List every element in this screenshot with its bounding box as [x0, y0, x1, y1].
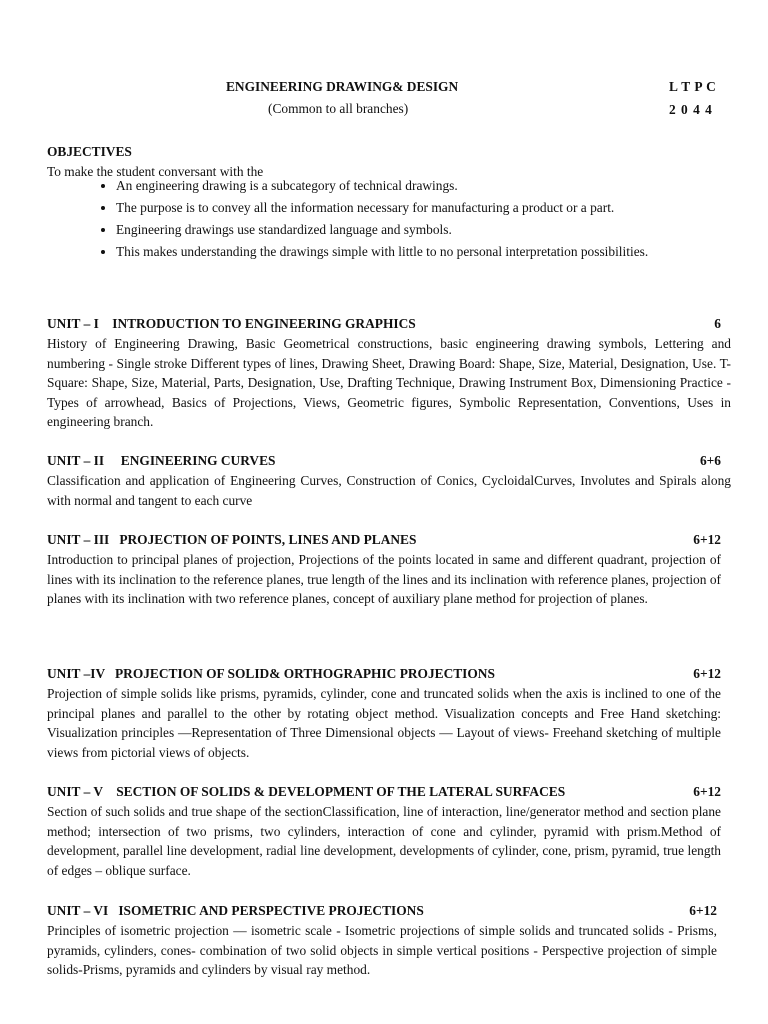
- unit-number: UNIT – V: [47, 784, 117, 799]
- unit-number: UNIT –IV: [47, 666, 115, 681]
- unit-hours: 6+12: [689, 903, 717, 918]
- objectives-list: [90, 176, 756, 264]
- ltpc-values: 2 0 4 4: [669, 102, 713, 117]
- objective-item: • This makes understanding the drawings simple with little to no personal interpretation possibilities.: [116, 242, 756, 262]
- unit-body: Section of such solids and true shape of the sectionClassification, line of interaction, line/generator method and section plane method; intersection of two prisms, two cylinders, interaction of cone and cylinder, pyramid with prism.Method of development, parallel line development, radial line development, developments of cylinder, cone, prism, pyramid, true length of edges – oblique surface.: [47, 804, 721, 878]
- ltpc-label: L T P C: [669, 79, 717, 94]
- unit-title: INTRODUCTION TO ENGINEERING GRAPHICS: [112, 316, 416, 331]
- unit-title: PROJECTION OF POINTS, LINES AND PLANES: [119, 532, 417, 547]
- objectives-heading: OBJECTIVES: [47, 144, 132, 159]
- unit-section: [47, 451, 731, 510]
- objective-item: • Engineering drawings use standardized language and symbols.: [116, 220, 756, 240]
- unit-title: ISOMETRIC AND PERSPECTIVE PROJECTIONS: [118, 903, 424, 918]
- unit-number: UNIT – II: [47, 453, 121, 468]
- objective-item: • An engineering drawing is a subcategory of technical drawings.: [116, 176, 756, 196]
- unit-header: [47, 451, 731, 471]
- unit-title: SECTION OF SOLIDS & DEVELOPMENT OF THE LATERAL SURFACES: [116, 784, 566, 799]
- unit-body: Introduction to principal planes of projection, Projections of the points located in same and different quadrant, projection of lines with its inclination to the reference planes, true length of the lines and its inclination with reference planes, projection of planes with its inclination with two reference planes, concept of auxiliary plane method for projection of planes.: [47, 552, 721, 606]
- unit-section: [47, 901, 717, 980]
- unit-hours: 6+12: [693, 784, 721, 799]
- unit-hours: 6+12: [693, 666, 721, 681]
- unit-hours: 6+12: [693, 532, 721, 547]
- unit-header: [47, 664, 721, 684]
- unit-body: Classification and application of Engineering Curves, Construction of Conics, CycloidalCurves, Involutes and Spirals along with normal and tangent to each curve: [47, 473, 731, 508]
- course-subtitle: (Common to all branches): [268, 101, 409, 116]
- unit-number: UNIT – III: [47, 532, 120, 547]
- unit-body: History of Engineering Drawing, Basic Geometrical constructions, basic engineering drawing symbols, Lettering and numbering - Single stroke Different types of lines, Drawing Sheet, Drawing Board: Shape, Size, Material, Designation, Use. T-Square: Shape, Size, Material, Parts, Designation, Use, Drafting Technique, Drawing Instrument Box, Dimensioning Practice - Types of arrowhead, Basics of Projections, Views, Geometric figures, Symbolic Representation, Conventions, Uses in engineering branch.: [47, 336, 731, 429]
- unit-title: ENGINEERING CURVES: [120, 453, 276, 468]
- unit-number: UNIT – VI: [47, 903, 119, 918]
- unit-body: Principles of isometric projection — isometric scale - Isometric projections of simple solids and truncated solids - Prisms, pyramids, cylinders, cones- combination of two solid objects in simple vertical positions - Perspective projection of simple solids-Prisms, pyramids and cylinders by visual ray method.: [47, 923, 717, 977]
- unit-hours: 6: [714, 316, 721, 331]
- unit-hours: 6+6: [699, 453, 721, 468]
- objective-item: • The purpose is to convey all the information necessary for manufacturing a product or a part.: [116, 198, 756, 218]
- unit-header: [47, 901, 717, 921]
- course-title: ENGINEERING DRAWING& DESIGN: [226, 79, 459, 94]
- unit-header: [47, 314, 731, 334]
- unit-body: Projection of simple solids like prisms, pyramids, cylinder, cone and truncated solids when the axis is inclined to one of the principal planes and parallel to the other by rotating object method. Visualization concepts and Free Hand sketching: Visualization principles —Representation of Three Dimensional objects — Layout of views- Freehand sketching of multiple views from pictorial views of objects.: [47, 686, 721, 760]
- unit-section: [47, 530, 721, 609]
- unit-section: [47, 314, 731, 432]
- unit-section: [47, 782, 721, 880]
- unit-header: [47, 782, 721, 802]
- unit-number: UNIT – I: [47, 316, 113, 331]
- unit-section: [47, 664, 721, 762]
- unit-title: PROJECTION OF SOLID& ORTHOGRAPHIC PROJECTIONS: [114, 666, 495, 681]
- unit-header: [47, 530, 721, 550]
- objectives-intro: To make the student conversant with the: [47, 164, 264, 179]
